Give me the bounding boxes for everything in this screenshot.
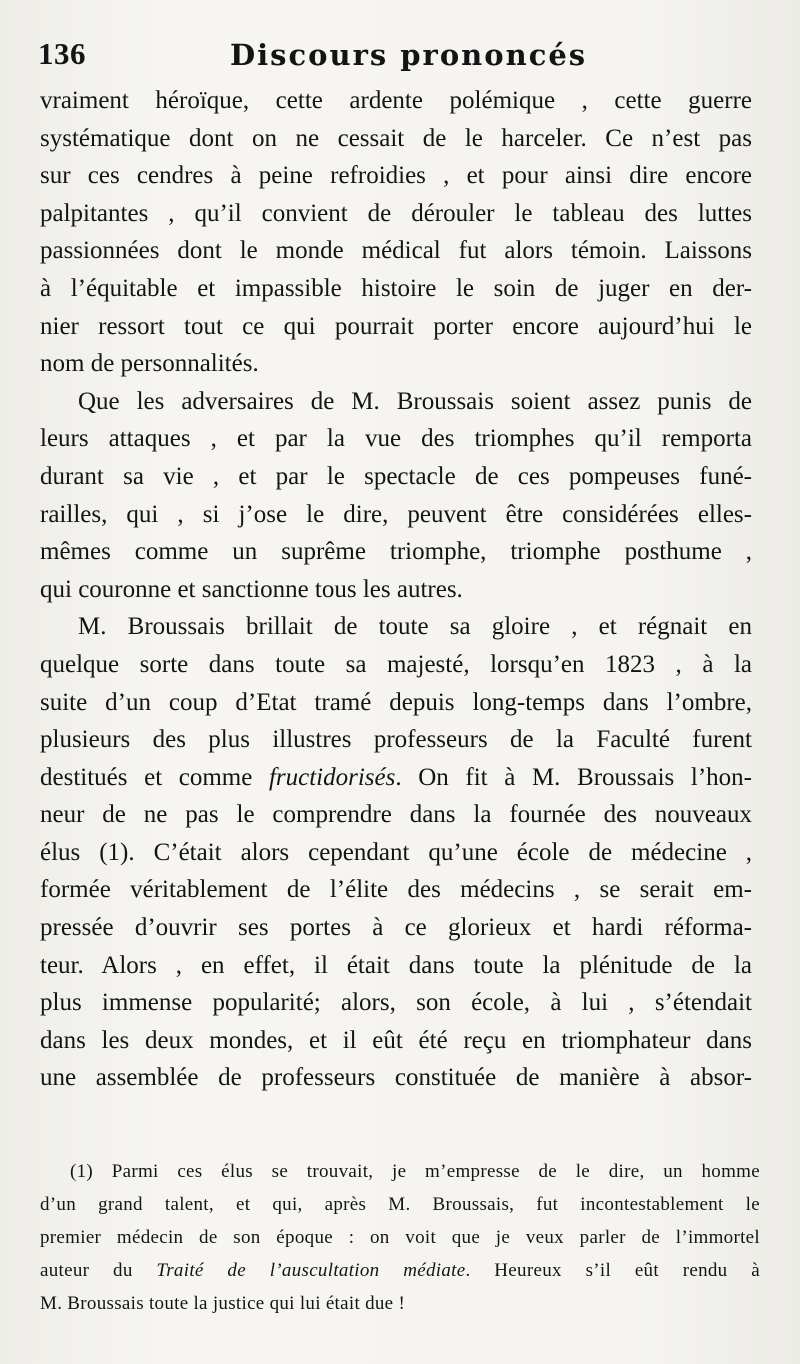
text-line: teur. Alors , en effet, il était dans toute la plénitude de la xyxy=(40,951,752,979)
text-line: formée véritablement de l’élite des médecins , se serait em- xyxy=(40,876,752,904)
text-line: vraiment héroïque, cette ardente polémique , cette guerre xyxy=(40,87,752,114)
text-line: dans les deux mondes, et il eût été reçu en triomphateur dans xyxy=(40,1026,752,1054)
text-line: M. Broussais brillait de toute sa gloire , et régnait en xyxy=(78,613,752,641)
text-line: Que les adversaires de M. Broussais soient assez punis de xyxy=(78,387,752,415)
text-line: railles, qui , si j’ose le dire, peuvent être considérées elles- xyxy=(40,500,752,528)
body-text xyxy=(40,82,752,1097)
italic-term: fructidorisés xyxy=(268,763,396,791)
paragraph-3 xyxy=(40,608,752,1097)
text-line: durant sa vie , et par le spectacle de ces pompeuses funé- xyxy=(40,462,752,490)
text-line: nom de personnalités. xyxy=(40,350,259,378)
footnote-line: premier médecin de son époque : on voit que je veux parler de l’immortel xyxy=(40,1227,760,1248)
text-line: nier ressort tout ce qui pourrait porter encore aujourd’hui le xyxy=(40,312,752,340)
text-line: neur de ne pas le comprendre dans la fournée des nouveaux xyxy=(40,801,752,829)
running-head: Discours prononcés xyxy=(230,38,588,72)
paragraph-1 xyxy=(40,82,752,383)
text-line: leurs attaques , et par la vue des triomphes qu’il remporta xyxy=(40,425,752,453)
footnote-line: M. Broussais toute la justice qui lui était due ! xyxy=(40,1293,406,1314)
text-line: pressée d’ouvrir ses portes à ce glorieux et hardi réforma- xyxy=(40,914,752,942)
text-line: plusieurs des plus illustres professeurs de la Faculté furent xyxy=(40,726,752,754)
text-line: plus immense popularité; alors, son école, à lui , s’étendait xyxy=(40,989,752,1017)
footnote-line-with-italic xyxy=(40,1254,760,1287)
text-line: mêmes comme un suprême triomphe, triomphe posthume , xyxy=(40,538,752,566)
text-line-with-italic xyxy=(40,759,752,797)
text-line: quelque sorte dans toute sa majesté, lorsqu’en 1823 , à la xyxy=(40,650,752,678)
text-line: qui couronne et sanctionne tous les autres. xyxy=(40,575,463,603)
text-line: passionnées dont le monde médical fut alors témoin. Laissons xyxy=(40,237,752,265)
text-line: à l’équitable et impassible histoire le soin de juger en der- xyxy=(40,274,752,302)
text-line: élus (1). C’était alors cependant qu’une école de médecine , xyxy=(40,838,752,866)
paragraph-2 xyxy=(40,383,752,609)
text-line: systématique dont on ne cessait de le harceler. Ce n’est pas xyxy=(40,124,752,152)
text-segment: destitués et comme xyxy=(40,763,269,791)
footnote-line: d’un grand talent, et qui, après M. Broussais, fut incontestablement le xyxy=(40,1194,760,1215)
footnote-line: (1) Parmi ces élus se trouvait, je m’empresse de le dire, un homme xyxy=(70,1161,760,1182)
text-segment: . On fit à M. Broussais l’hon- xyxy=(395,763,752,791)
text-segment: . Heureux s’il eût rendu à xyxy=(465,1260,760,1281)
footnote xyxy=(40,1155,760,1320)
page-header xyxy=(38,36,738,76)
text-segment: auteur du xyxy=(40,1260,157,1281)
text-line: palpitantes , qu’il convient de dérouler le tableau des luttes xyxy=(40,199,752,227)
page-number: 136 xyxy=(38,36,86,71)
text-line: une assemblée de professeurs constituée de manière à absor- xyxy=(40,1064,752,1092)
italic-title: Traité de l’auscultation médiate xyxy=(156,1260,466,1281)
text-line: sur ces cendres à peine refroidies , et pour ainsi dire encore xyxy=(40,162,752,190)
text-line: suite d’un coup d’Etat tramé depuis long-temps dans l’ombre, xyxy=(40,688,752,716)
